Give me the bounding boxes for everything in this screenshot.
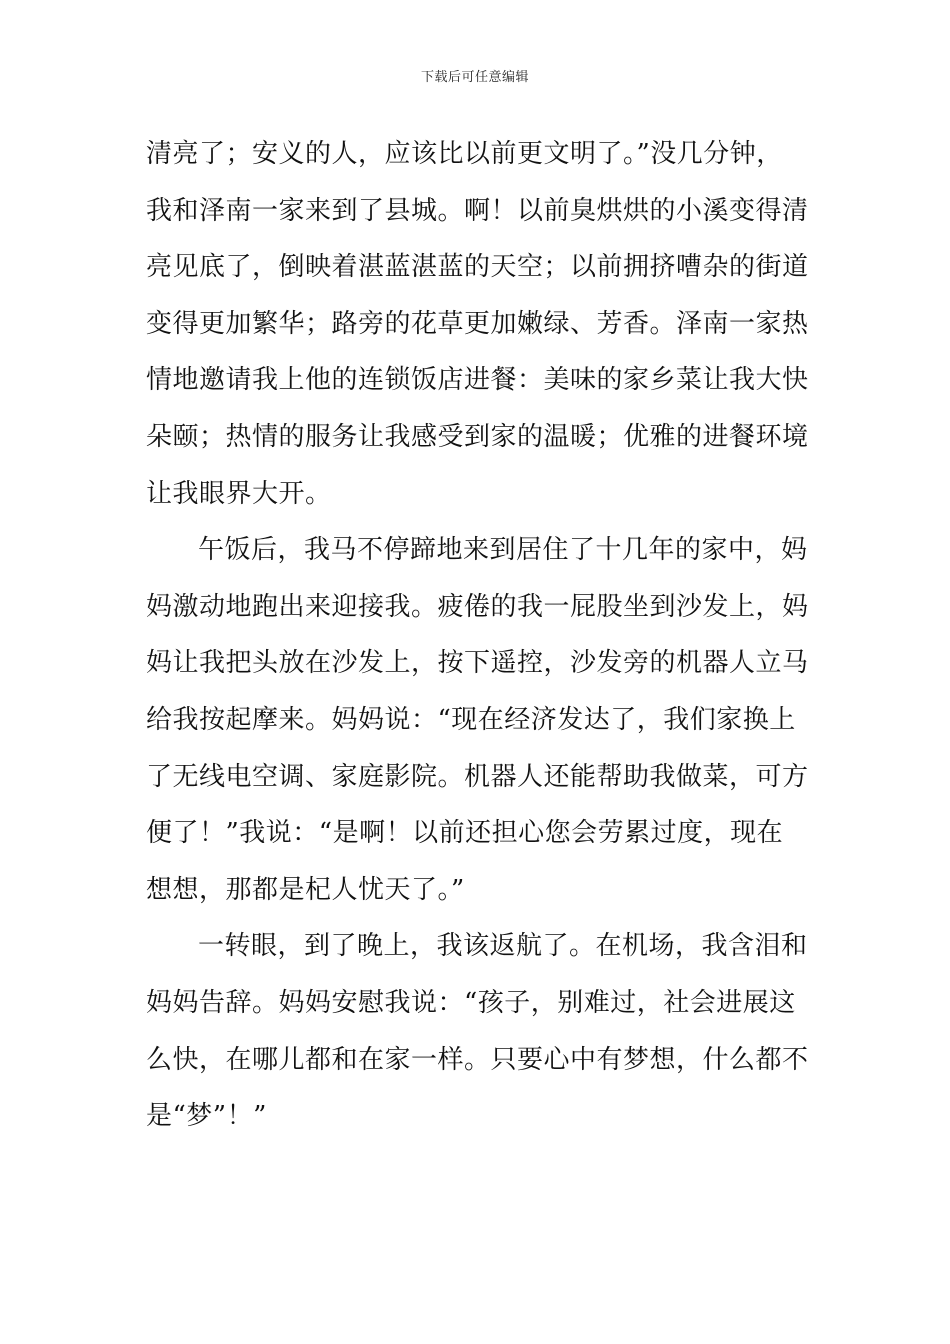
text-line: 么快，在哪儿都和在家一样。只要心中有梦想，什么都不 <box>146 1044 809 1075</box>
text-line: 妈让我把头放在沙发上，按下遥控，沙发旁的机器人立马 <box>146 648 809 679</box>
text-line: 变得更加繁华；路旁的花草更加嫩绿、芳香。泽南一家热 <box>146 308 809 339</box>
text-line: 亮见底了，倒映着湛蓝湛蓝的天空；以前拥挤嘈杂的街道 <box>146 252 809 283</box>
text-line: 妈激动地跑出来迎接我。疲倦的我一屁股坐到沙发上，妈 <box>146 591 809 622</box>
text-line: 我和泽南一家来到了县城。啊！以前臭烘烘的小溪变得清 <box>146 195 809 226</box>
paragraph-start-line: 午饭后，我马不停蹄地来到居住了十几年的家中，妈 <box>198 535 808 566</box>
text-line: 清亮了；安义的人，应该比以前更文明了。”没几分钟， <box>146 139 783 169</box>
document-body <box>146 126 809 1145</box>
text-line: 让我眼界大开。 <box>146 478 332 509</box>
paragraph-start-line: 一转眼，到了晚上，我该返航了。在机场，我含泪和 <box>198 931 808 962</box>
text-line: 给我按起摩来。妈妈说：“现在经济发达了，我们家换上 <box>146 704 796 735</box>
text-line: 妈妈告辞。妈妈安慰我说：“孩子，别难过，社会进展这 <box>146 987 796 1018</box>
header-note: 下载后可任意编辑 <box>420 70 529 85</box>
text-line: 便了！”我说：“是啊！以前还担心您会劳累过度，现在 <box>146 818 784 849</box>
text-line: 是“梦”！” <box>146 1101 267 1132</box>
text-line: 朵颐；热情的服务让我感受到家的温暖；优雅的进餐环境 <box>146 421 809 452</box>
text-line: 情地邀请我上他的连锁饭店进餐：美味的家乡菜让我大快 <box>146 365 809 396</box>
text-line: 想想，那都是杞人忧天了。” <box>146 874 465 905</box>
text-line: 了无线电空调、家庭影院。机器人还能帮助我做菜，可方 <box>146 761 809 792</box>
